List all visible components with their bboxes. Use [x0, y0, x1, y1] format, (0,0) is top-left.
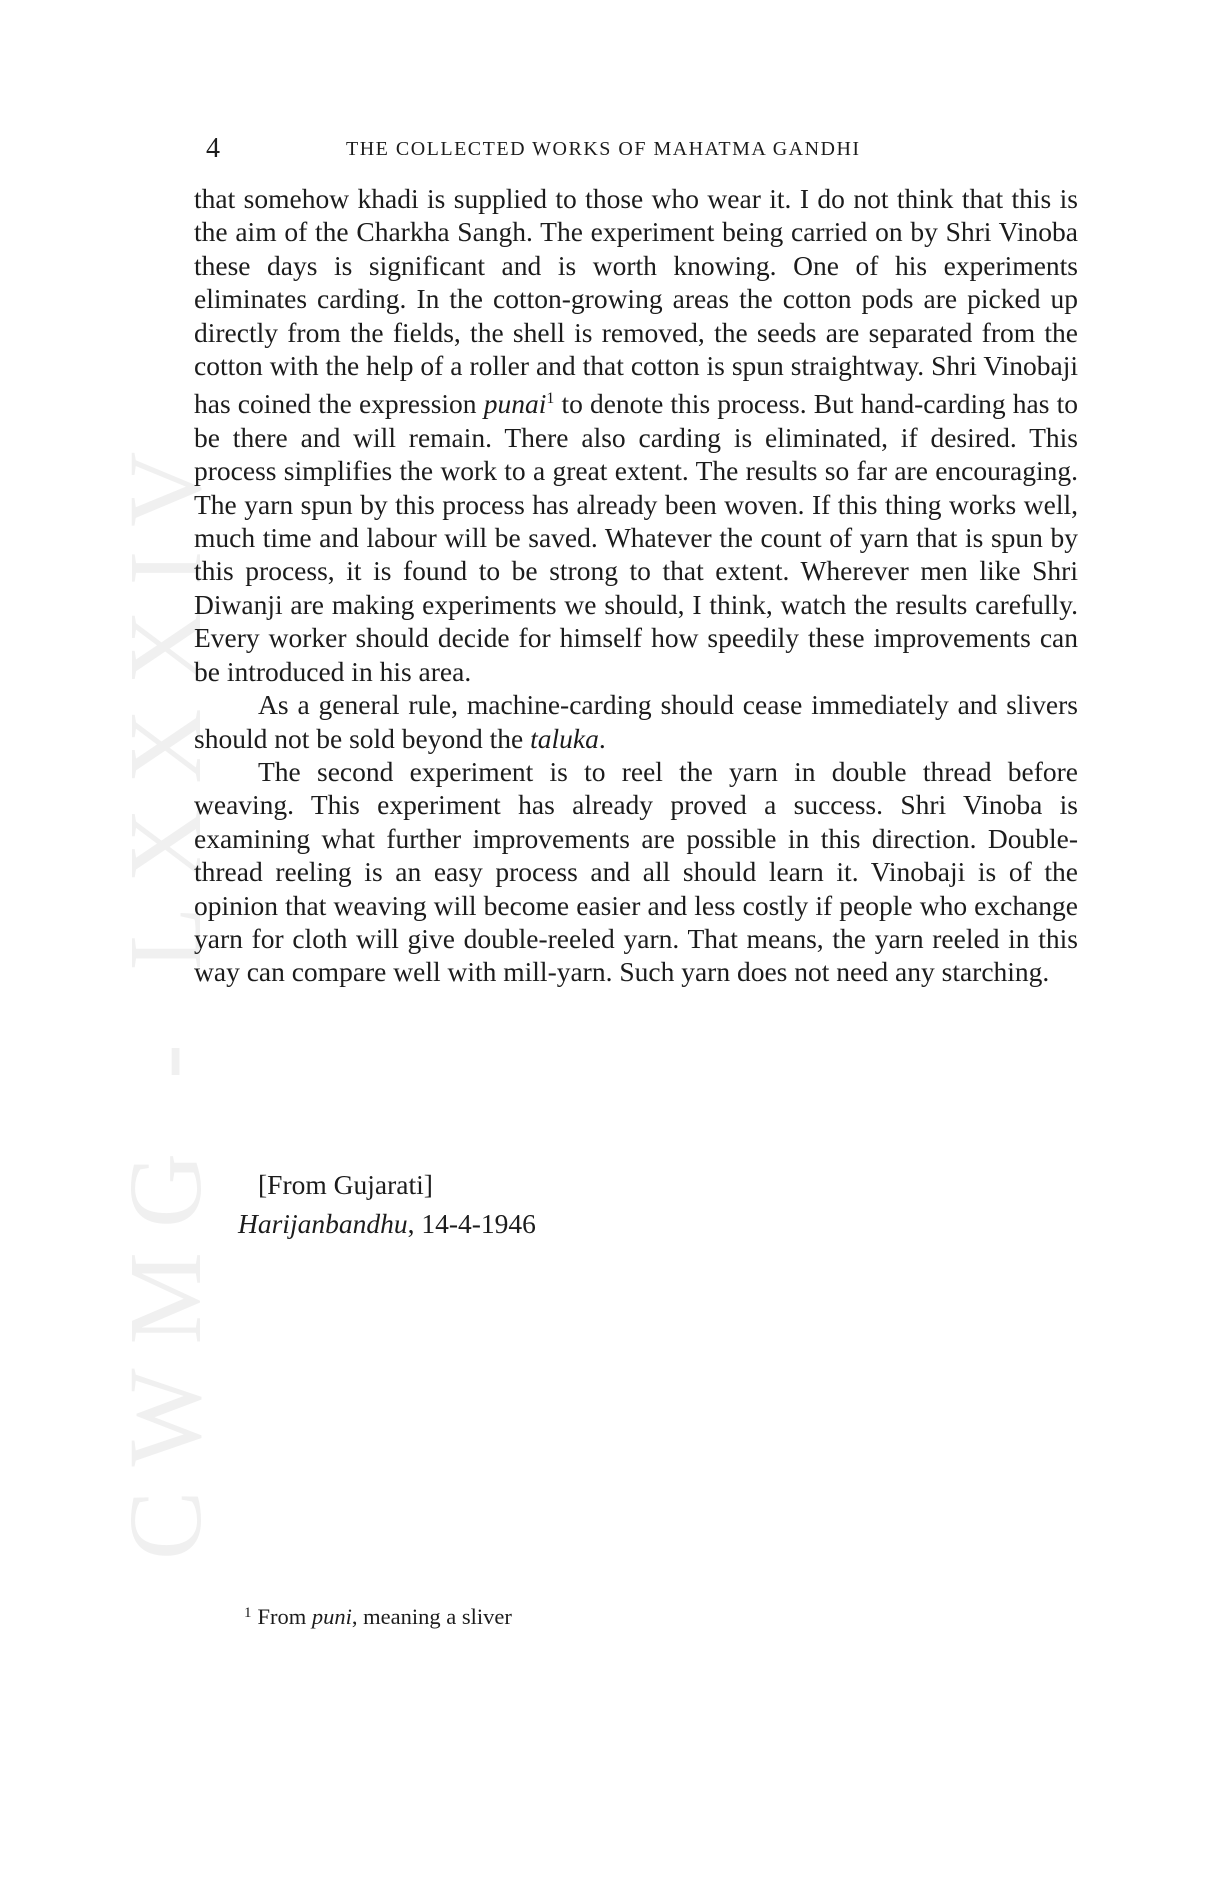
footnote-suffix: , meaning a sliver: [351, 1604, 512, 1629]
body-text: [194, 182, 1078, 989]
paragraph-1-text-b: to denote this process. But hand-carding has to be there and will remain. There also carding is eliminated, if desired. This process simplifies the work to a great extent. The results so far are encouraging. The yarn spun by this process has already been woven. If this thing works well, much time and labour will be saved. Whatever the count of yarn that is spun by this process, it is found to be strong to that extent. Wherever men like Shri Diwanji are making experiments we should, I think, watch the results carefully. Every worker should decide for himself how speedily these improvements can be introduced in his area.: [194, 388, 1078, 687]
footnote-term: puni: [311, 1604, 352, 1629]
citation: [238, 1205, 536, 1243]
paragraph-1: [194, 182, 1078, 688]
publication-date: , 14-4-1946: [407, 1208, 536, 1239]
footnote: [244, 1598, 512, 1632]
paragraph-2: [194, 688, 1078, 755]
term-taluka: taluka: [530, 722, 599, 754]
footnote-mark: 1: [244, 1605, 252, 1621]
page-number: 4: [206, 133, 220, 164]
footnote-prefix: From: [257, 1604, 312, 1629]
paragraph-2-text-b: .: [598, 722, 606, 754]
watermark-text: CWMG - LXXXIV: [108, 427, 223, 1560]
source-note: [From Gujarati]: [258, 1169, 433, 1200]
publication-name: Harijanbandhu: [238, 1208, 408, 1239]
footnote-reference: 1: [546, 390, 555, 408]
paragraph-3: The second experiment is to reel the yarn in double thread before weaving. This experiment has already proved a success. Shri Vinoba is examining what further improvements are possible in this direction. Double-thread reeling is an easy process and all should learn it. Vinobaji is of the opinion that weaving will become easier and less costly if people who exchange yarn for cloth will give double-reeled yarn. That means, the yarn reeled in this way can compare well with mill-yarn. Such yarn does not need any starching.: [194, 755, 1078, 988]
term-punai: punai: [483, 388, 547, 420]
paragraph-1-text-a: that somehow khadi is supplied to those who wear it. I do not think that this is the aim of the Charkha Sangh. The experiment being carried on by Shri Vinoba these days is significant and is worth knowing. One of his experiments eliminates carding. In the cotton-growing areas the cotton pods are picked up directly from the fields, the shell is removed, the seeds are separated from the cotton with the help of a roller and that cotton is spun straightway. Shri Vinobaji has coined the expression: [194, 183, 1078, 420]
running-title: THE COLLECTED WORKS OF MAHATMA GANDHI: [346, 138, 861, 160]
paragraph-2-text-a: As a general rule, machine-carding should cease immediately and slivers should not be sold beyond the: [194, 689, 1078, 754]
running-header: [206, 131, 946, 167]
